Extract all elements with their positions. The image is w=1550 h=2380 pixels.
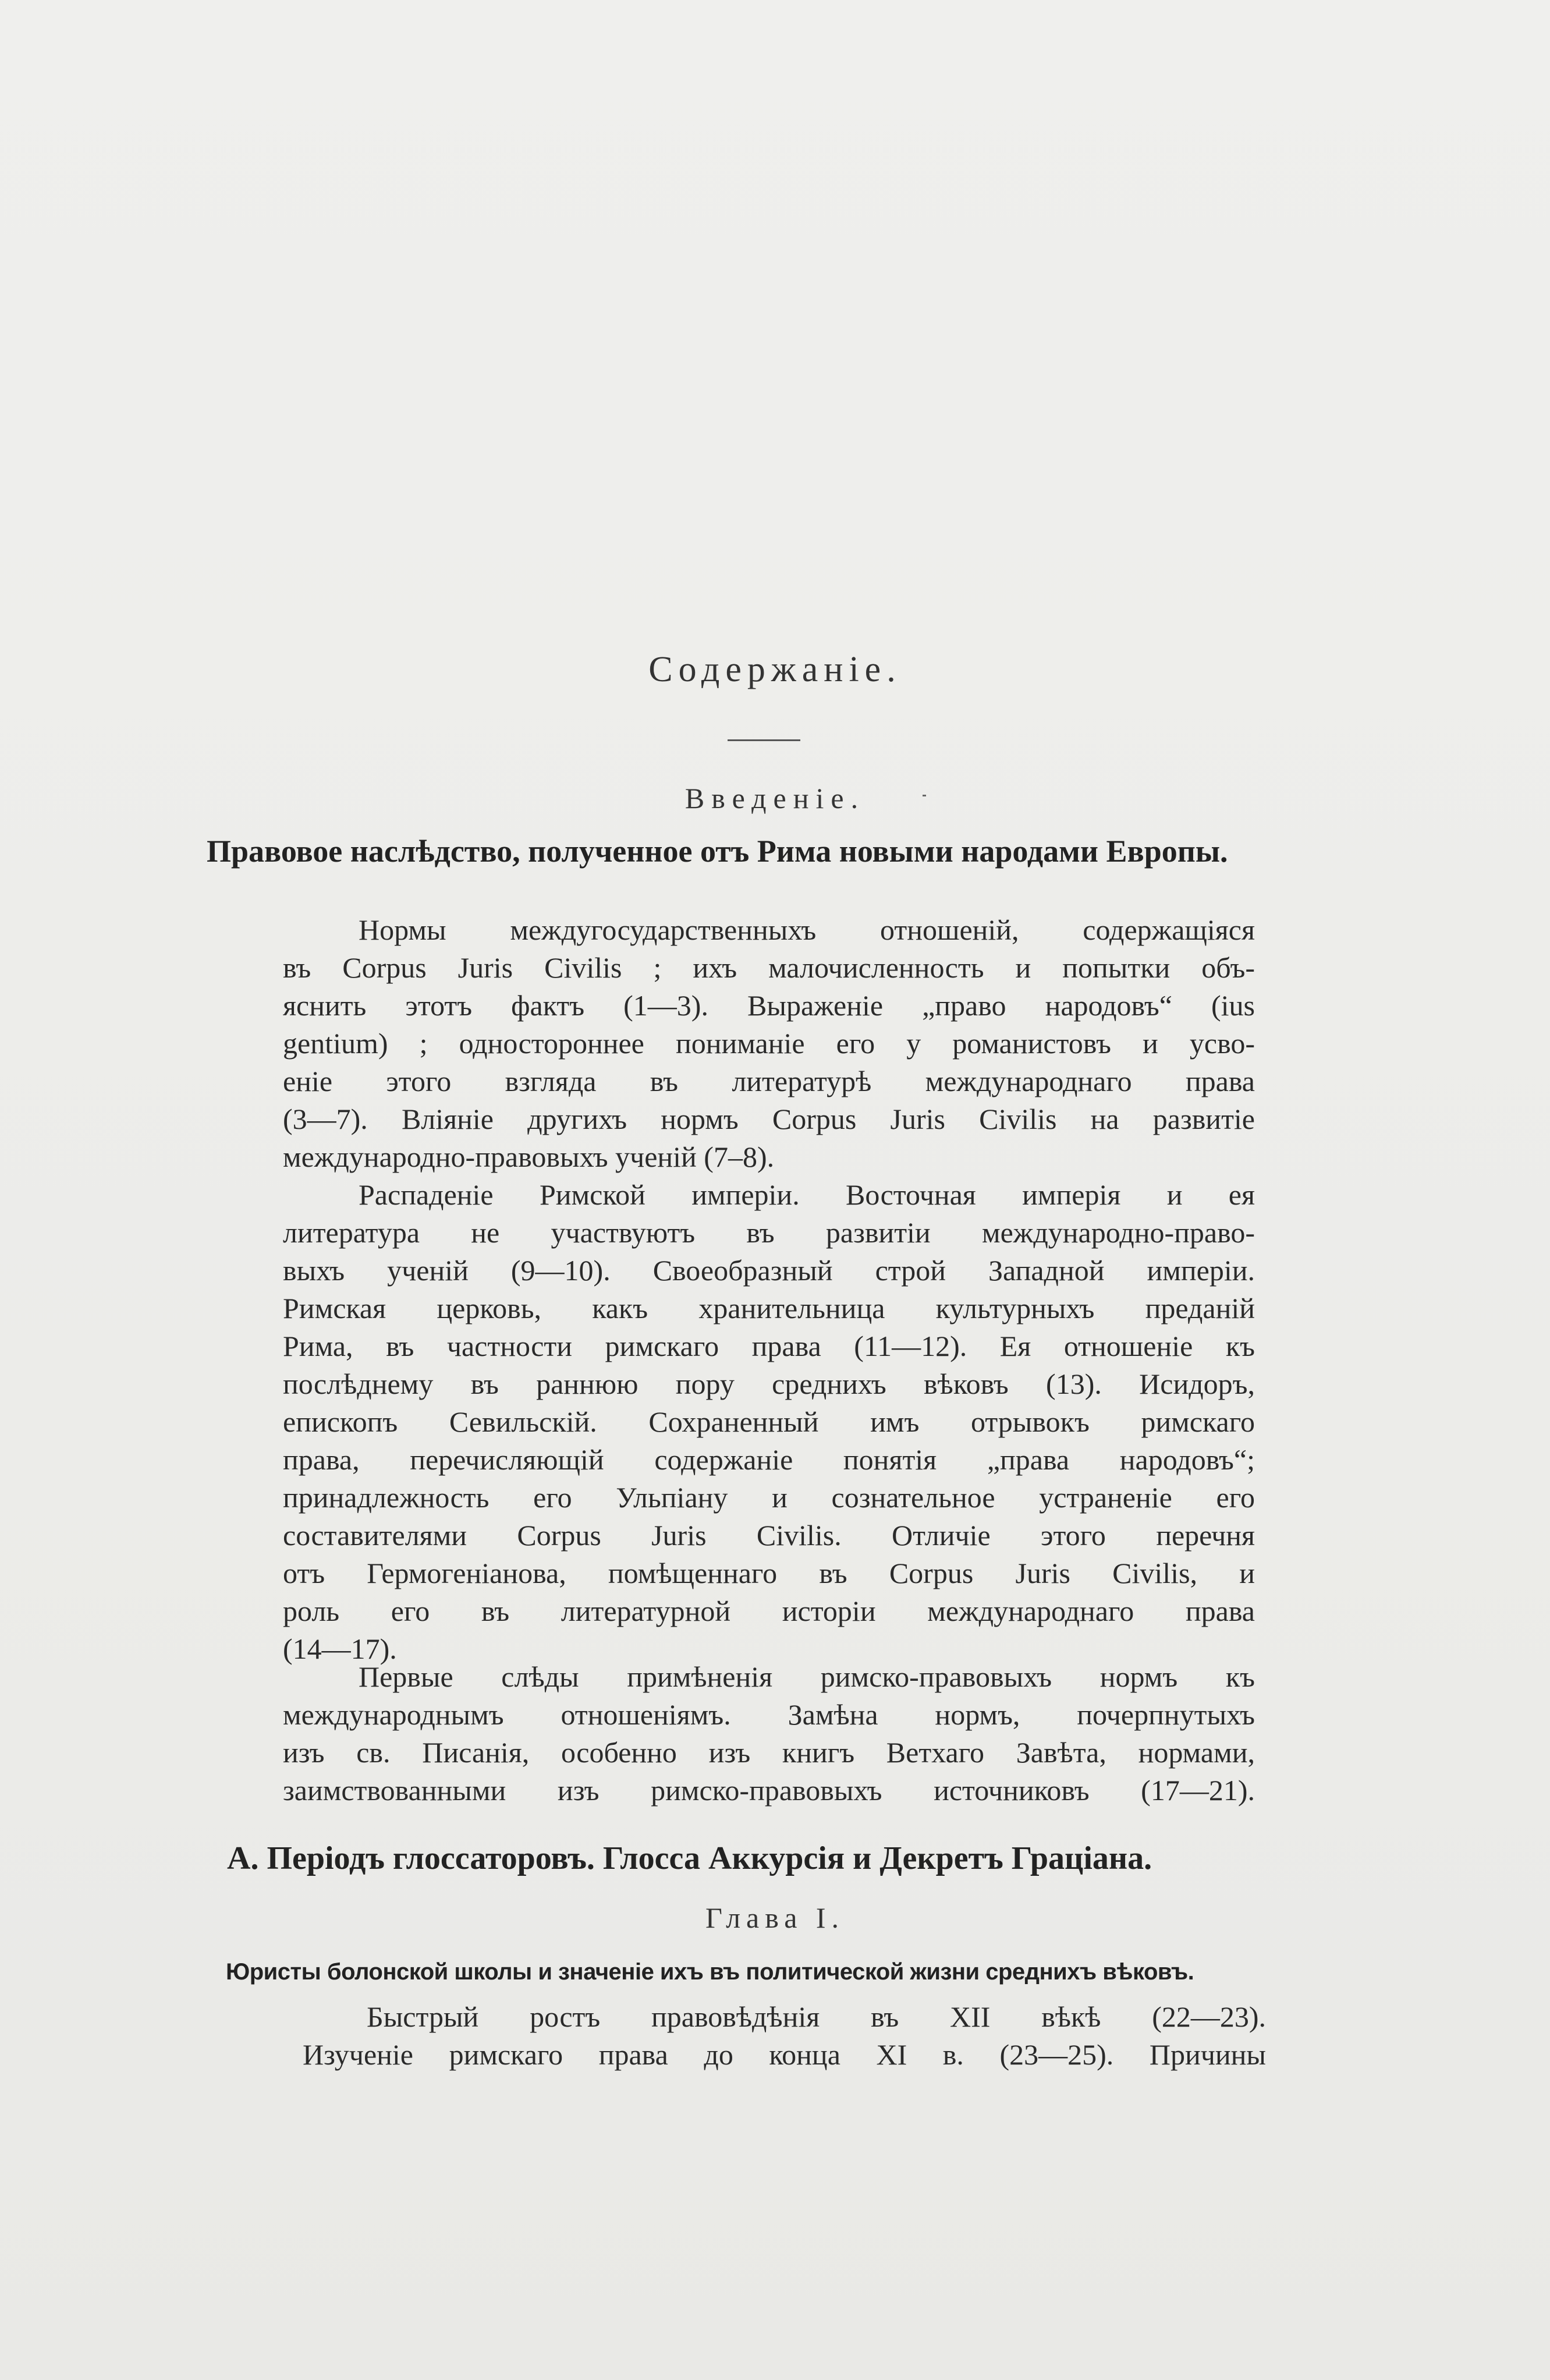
text-line: литература не участвуютъ въ развитіи международно-право-	[283, 1216, 1255, 1249]
text-line: въ Corpus Juris Civilis ; ихъ малочисленность и попытки объ-	[283, 951, 1255, 984]
text-line: международнымъ отношеніямъ. Замѣна нормъ, почерпнутыхъ	[283, 1698, 1255, 1731]
text-line: Рима, въ частности римскаго права (11—12). Ея отношеніе къ	[283, 1330, 1255, 1362]
text-line: международно-правовыхъ ученій (7–8).	[283, 1141, 775, 1173]
text-line: составителями Corpus Juris Civilis. Отличіе этого перечня	[283, 1519, 1255, 1552]
section-a-heading: А. Періодъ глоссаторовъ. Глосса Аккурсія и Декретъ Граціана.	[227, 1840, 1152, 1876]
text-line: заимствованными изъ римско-правовыхъ источниковъ (17—21).	[283, 1774, 1255, 1807]
intro-bold-heading: Правовое наслѣдство, полученное отъ Рима новыми народами Европы.	[207, 834, 1228, 869]
text-line: послѣднему въ раннюю пору среднихъ вѣковъ (13). Исидоръ,	[283, 1368, 1255, 1400]
text-line: Распаденіе Римской имперіи. Восточная имперія и ея	[359, 1178, 1255, 1211]
text-line: gentium) ; одностороннее пониманіе его у романистовъ и усво-	[283, 1027, 1255, 1060]
text-line: епископъ Севильскій. Сохраненный имъ отрывокъ римскаго	[283, 1405, 1255, 1438]
text-line: Нормы междугосударственныхъ отношеній, содержащіяся	[359, 913, 1255, 946]
text-line: права, перечисляющій содержаніе понятія „права народовъ“;	[283, 1443, 1255, 1476]
intro-paragraph-1	[283, 911, 1255, 1176]
chapter-heading: Глава I.	[705, 1901, 845, 1934]
title-divider	[728, 739, 800, 741]
text-line: отъ Гермогеніанова, помѣщеннаго въ Corpus Juris Civilis, и	[283, 1557, 1255, 1589]
text-line: (14—17).	[283, 1632, 397, 1665]
text-line: изъ св. Писанія, особенно изъ книгъ Ветхаго Завѣта, нормами,	[283, 1736, 1255, 1769]
page-title: Содержаніе.	[648, 650, 902, 689]
text-line: принадлежность его Ульпіану и сознательное устраненіе его	[283, 1481, 1255, 1514]
text-line: роль его въ литературной исторіи международнаго права	[283, 1595, 1255, 1627]
text-line: Изученіе римскаго права до конца XI в. (23—25). Причины	[303, 2038, 1266, 2071]
text-line: (3—7). Вліяніе другихъ нормъ Corpus Juris Civilis на развитіе	[283, 1103, 1255, 1135]
text-line: Римская церковь, какъ хранительница культурныхъ преданій	[283, 1292, 1255, 1324]
intro-paragraph-3	[283, 1658, 1255, 1809]
text-line: еніе этого взгляда въ литературѣ международнаго права	[283, 1065, 1255, 1097]
intro-paragraph-2	[283, 1176, 1255, 1668]
text-line: Быстрый ростъ правовѣдѣнія въ XII вѣкѣ (22—23).	[367, 2000, 1266, 2033]
chapter-subtitle: Юристы болонской школы и значеніе ихъ въ политической жизни среднихъ вѣковъ.	[226, 1959, 1194, 1985]
chapter-text	[303, 1998, 1266, 2074]
text-line: Первые слѣды примѣненія римско-правовыхъ нормъ къ	[359, 1660, 1255, 1693]
intro-heading: Введеніе.	[684, 782, 866, 814]
stray-mark	[923, 795, 926, 796]
text-line: выхъ ученій (9—10). Своеобразный строй Западной имперіи.	[283, 1254, 1255, 1287]
text-line: яснить этотъ фактъ (1—3). Выраженіе „право народовъ“ (ius	[283, 989, 1255, 1022]
